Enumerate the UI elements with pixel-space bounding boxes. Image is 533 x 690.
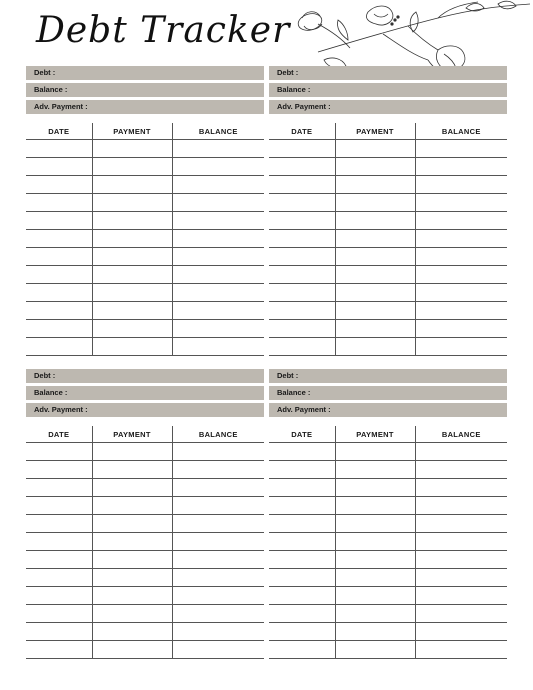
balance-cell[interactable]	[172, 443, 264, 461]
balance-cell[interactable]	[415, 248, 507, 266]
table-row	[269, 569, 507, 587]
table-row	[26, 479, 264, 497]
table-row	[26, 248, 264, 266]
payment-cell[interactable]	[92, 569, 172, 587]
balance-cell[interactable]	[172, 587, 264, 605]
payment-cell[interactable]	[335, 443, 415, 461]
date-cell[interactable]	[269, 479, 335, 497]
balance-cell[interactable]	[172, 320, 264, 338]
table-row	[269, 497, 507, 515]
payment-cell[interactable]	[335, 497, 415, 515]
table-header-row	[269, 426, 507, 443]
date-cell[interactable]	[269, 266, 335, 284]
balance-cell[interactable]	[172, 266, 264, 284]
table-row	[269, 623, 507, 641]
table-row	[26, 551, 264, 569]
balance-cell[interactable]	[172, 569, 264, 587]
payment-cell[interactable]	[335, 641, 415, 659]
tracker-block	[26, 66, 264, 356]
payment-cell[interactable]	[335, 266, 415, 284]
date-cell[interactable]	[26, 515, 92, 533]
payment-cell[interactable]	[92, 338, 172, 356]
table-row	[26, 587, 264, 605]
adv-payment-field[interactable]: Adv. Payment :	[269, 100, 507, 114]
date-cell[interactable]	[26, 461, 92, 479]
payment-log-table	[26, 426, 264, 659]
balance-cell[interactable]	[415, 605, 507, 623]
date-cell[interactable]	[269, 641, 335, 659]
table-row	[269, 158, 507, 176]
date-column-header: DATE	[269, 426, 335, 443]
payment-log-table	[269, 123, 507, 356]
table-row	[269, 443, 507, 461]
date-cell[interactable]	[26, 194, 92, 212]
table-row	[26, 497, 264, 515]
payment-cell[interactable]	[335, 515, 415, 533]
balance-field[interactable]: Balance :	[26, 386, 264, 400]
balance-cell[interactable]	[415, 230, 507, 248]
balance-cell[interactable]	[172, 551, 264, 569]
payment-cell[interactable]	[92, 515, 172, 533]
date-cell[interactable]	[269, 212, 335, 230]
date-cell[interactable]	[269, 551, 335, 569]
debt-field[interactable]: Debt :	[26, 66, 264, 80]
payment-cell[interactable]	[335, 320, 415, 338]
date-cell[interactable]	[269, 515, 335, 533]
payment-cell[interactable]	[92, 641, 172, 659]
balance-cell[interactable]	[172, 479, 264, 497]
payment-cell[interactable]	[335, 302, 415, 320]
date-cell[interactable]	[26, 497, 92, 515]
table-row	[26, 641, 264, 659]
payment-cell[interactable]	[335, 158, 415, 176]
date-cell[interactable]	[26, 533, 92, 551]
balance-cell[interactable]	[172, 641, 264, 659]
balance-cell[interactable]	[172, 461, 264, 479]
page-title: Debt Tracker	[36, 10, 291, 51]
balance-cell[interactable]	[415, 497, 507, 515]
payment-log-table	[26, 123, 264, 356]
table-header-row	[26, 123, 264, 140]
date-cell[interactable]	[26, 140, 92, 158]
table-row	[26, 176, 264, 194]
payment-cell[interactable]	[92, 230, 172, 248]
balance-cell[interactable]	[172, 194, 264, 212]
table-row	[26, 140, 264, 158]
tracker-block	[26, 369, 264, 659]
payment-cell[interactable]	[335, 551, 415, 569]
payment-cell[interactable]	[92, 158, 172, 176]
table-row	[269, 284, 507, 302]
payment-column-header: PAYMENT	[335, 426, 415, 443]
balance-cell[interactable]	[415, 176, 507, 194]
payment-cell[interactable]	[92, 587, 172, 605]
payment-cell[interactable]	[335, 212, 415, 230]
table-row	[269, 533, 507, 551]
payment-cell[interactable]	[92, 140, 172, 158]
balance-cell[interactable]	[415, 623, 507, 641]
table-header-row	[26, 426, 264, 443]
date-cell[interactable]	[26, 284, 92, 302]
payment-cell[interactable]	[92, 176, 172, 194]
table-row	[269, 266, 507, 284]
balance-cell[interactable]	[415, 587, 507, 605]
payment-column-header: PAYMENT	[92, 123, 172, 140]
table-row	[26, 515, 264, 533]
payment-cell[interactable]	[92, 284, 172, 302]
date-column-header: DATE	[269, 123, 335, 140]
balance-cell[interactable]	[172, 284, 264, 302]
balance-cell[interactable]	[415, 158, 507, 176]
date-cell[interactable]	[26, 551, 92, 569]
table-row	[269, 641, 507, 659]
table-row	[26, 533, 264, 551]
table-row	[26, 569, 264, 587]
payment-cell[interactable]	[335, 284, 415, 302]
table-row	[26, 443, 264, 461]
balance-field[interactable]: Balance :	[269, 386, 507, 400]
date-cell[interactable]	[269, 194, 335, 212]
balance-column-header: BALANCE	[415, 426, 507, 443]
date-cell[interactable]	[26, 302, 92, 320]
table-row	[269, 515, 507, 533]
balance-cell[interactable]	[172, 515, 264, 533]
date-cell[interactable]	[26, 443, 92, 461]
date-cell[interactable]	[269, 497, 335, 515]
table-row	[269, 605, 507, 623]
date-cell[interactable]	[26, 605, 92, 623]
date-cell[interactable]	[26, 266, 92, 284]
payment-cell[interactable]	[92, 194, 172, 212]
balance-cell[interactable]	[172, 140, 264, 158]
table-row	[26, 320, 264, 338]
date-cell[interactable]	[26, 338, 92, 356]
payment-cell[interactable]	[335, 605, 415, 623]
payment-cell[interactable]	[335, 140, 415, 158]
balance-cell[interactable]	[172, 212, 264, 230]
payment-cell[interactable]	[335, 248, 415, 266]
date-cell[interactable]	[269, 176, 335, 194]
date-cell[interactable]	[269, 605, 335, 623]
date-cell[interactable]	[269, 320, 335, 338]
table-row	[269, 338, 507, 356]
payment-column-header: PAYMENT	[92, 426, 172, 443]
table-row	[26, 461, 264, 479]
adv-payment-field[interactable]: Adv. Payment :	[26, 100, 264, 114]
table-row	[269, 212, 507, 230]
balance-cell[interactable]	[415, 140, 507, 158]
debt-field[interactable]: Debt :	[269, 369, 507, 383]
payment-cell[interactable]	[92, 266, 172, 284]
table-row	[26, 266, 264, 284]
payment-cell[interactable]	[92, 551, 172, 569]
balance-cell[interactable]	[415, 194, 507, 212]
payment-cell[interactable]	[335, 479, 415, 497]
table-row	[26, 605, 264, 623]
table-header-row	[269, 123, 507, 140]
date-cell[interactable]	[269, 443, 335, 461]
balance-cell[interactable]	[415, 551, 507, 569]
date-cell[interactable]	[269, 461, 335, 479]
balance-cell[interactable]	[415, 515, 507, 533]
table-row	[269, 587, 507, 605]
balance-cell[interactable]	[415, 569, 507, 587]
date-cell[interactable]	[269, 230, 335, 248]
date-column-header: DATE	[26, 123, 92, 140]
adv-payment-field[interactable]: Adv. Payment :	[26, 403, 264, 417]
date-cell[interactable]	[26, 587, 92, 605]
payment-cell[interactable]	[92, 605, 172, 623]
table-row	[269, 230, 507, 248]
date-cell[interactable]	[26, 176, 92, 194]
table-row	[26, 194, 264, 212]
table-row	[26, 623, 264, 641]
payment-cell[interactable]	[92, 248, 172, 266]
date-cell[interactable]	[269, 302, 335, 320]
payment-cell[interactable]	[335, 569, 415, 587]
payment-cell[interactable]	[92, 320, 172, 338]
date-cell[interactable]	[26, 248, 92, 266]
balance-cell[interactable]	[415, 443, 507, 461]
date-cell[interactable]	[269, 338, 335, 356]
payment-cell[interactable]	[92, 212, 172, 230]
payment-column-header: PAYMENT	[335, 123, 415, 140]
date-cell[interactable]	[26, 320, 92, 338]
table-row	[269, 551, 507, 569]
date-cell[interactable]	[269, 533, 335, 551]
payment-cell[interactable]	[92, 443, 172, 461]
date-cell[interactable]	[26, 479, 92, 497]
table-row	[269, 176, 507, 194]
table-row	[26, 338, 264, 356]
debt-field[interactable]: Debt :	[269, 66, 507, 80]
tracker-block	[269, 66, 507, 356]
payment-cell[interactable]	[92, 461, 172, 479]
date-cell[interactable]	[26, 212, 92, 230]
payment-cell[interactable]	[335, 230, 415, 248]
payment-cell[interactable]	[92, 479, 172, 497]
payment-log-table	[269, 426, 507, 659]
balance-cell[interactable]	[172, 302, 264, 320]
table-row	[26, 158, 264, 176]
table-row	[269, 320, 507, 338]
date-cell[interactable]	[269, 623, 335, 641]
balance-cell[interactable]	[172, 623, 264, 641]
balance-field[interactable]: Balance :	[269, 83, 507, 97]
payment-cell[interactable]	[335, 623, 415, 641]
balance-cell[interactable]	[415, 284, 507, 302]
balance-cell[interactable]	[415, 533, 507, 551]
date-cell[interactable]	[269, 569, 335, 587]
balance-cell[interactable]	[172, 533, 264, 551]
balance-cell[interactable]	[172, 230, 264, 248]
payment-cell[interactable]	[335, 587, 415, 605]
balance-column-header: BALANCE	[172, 426, 264, 443]
balance-cell[interactable]	[415, 302, 507, 320]
table-row	[269, 461, 507, 479]
balance-cell[interactable]	[415, 461, 507, 479]
balance-cell[interactable]	[172, 497, 264, 515]
table-row	[269, 194, 507, 212]
debt-field[interactable]: Debt :	[26, 369, 264, 383]
payment-cell[interactable]	[335, 533, 415, 551]
payment-cell[interactable]	[92, 302, 172, 320]
date-cell[interactable]	[26, 230, 92, 248]
table-row	[26, 230, 264, 248]
payment-cell[interactable]	[92, 623, 172, 641]
balance-cell[interactable]	[415, 338, 507, 356]
balance-cell[interactable]	[415, 212, 507, 230]
balance-cell[interactable]	[172, 605, 264, 623]
table-row	[26, 302, 264, 320]
payment-cell[interactable]	[92, 533, 172, 551]
balance-cell[interactable]	[172, 248, 264, 266]
payment-cell[interactable]	[92, 497, 172, 515]
balance-cell[interactable]	[415, 320, 507, 338]
balance-cell[interactable]	[415, 641, 507, 659]
date-cell[interactable]	[269, 140, 335, 158]
table-row	[26, 212, 264, 230]
balance-cell[interactable]	[172, 158, 264, 176]
date-cell[interactable]	[269, 158, 335, 176]
balance-cell[interactable]	[415, 479, 507, 497]
table-row	[269, 140, 507, 158]
table-row	[269, 479, 507, 497]
date-cell[interactable]	[269, 284, 335, 302]
table-row	[269, 302, 507, 320]
date-cell[interactable]	[269, 587, 335, 605]
date-cell[interactable]	[26, 641, 92, 659]
table-row	[269, 248, 507, 266]
date-cell[interactable]	[26, 569, 92, 587]
balance-column-header: BALANCE	[415, 123, 507, 140]
tracker-block	[269, 369, 507, 659]
table-row	[26, 284, 264, 302]
date-cell[interactable]	[26, 158, 92, 176]
payment-cell[interactable]	[335, 338, 415, 356]
balance-cell[interactable]	[172, 338, 264, 356]
adv-payment-field[interactable]: Adv. Payment :	[269, 403, 507, 417]
date-column-header: DATE	[26, 426, 92, 443]
payment-cell[interactable]	[335, 461, 415, 479]
balance-field[interactable]: Balance :	[26, 83, 264, 97]
balance-cell[interactable]	[172, 176, 264, 194]
payment-cell[interactable]	[335, 194, 415, 212]
date-cell[interactable]	[269, 248, 335, 266]
payment-cell[interactable]	[335, 176, 415, 194]
balance-column-header: BALANCE	[172, 123, 264, 140]
balance-cell[interactable]	[415, 266, 507, 284]
date-cell[interactable]	[26, 623, 92, 641]
